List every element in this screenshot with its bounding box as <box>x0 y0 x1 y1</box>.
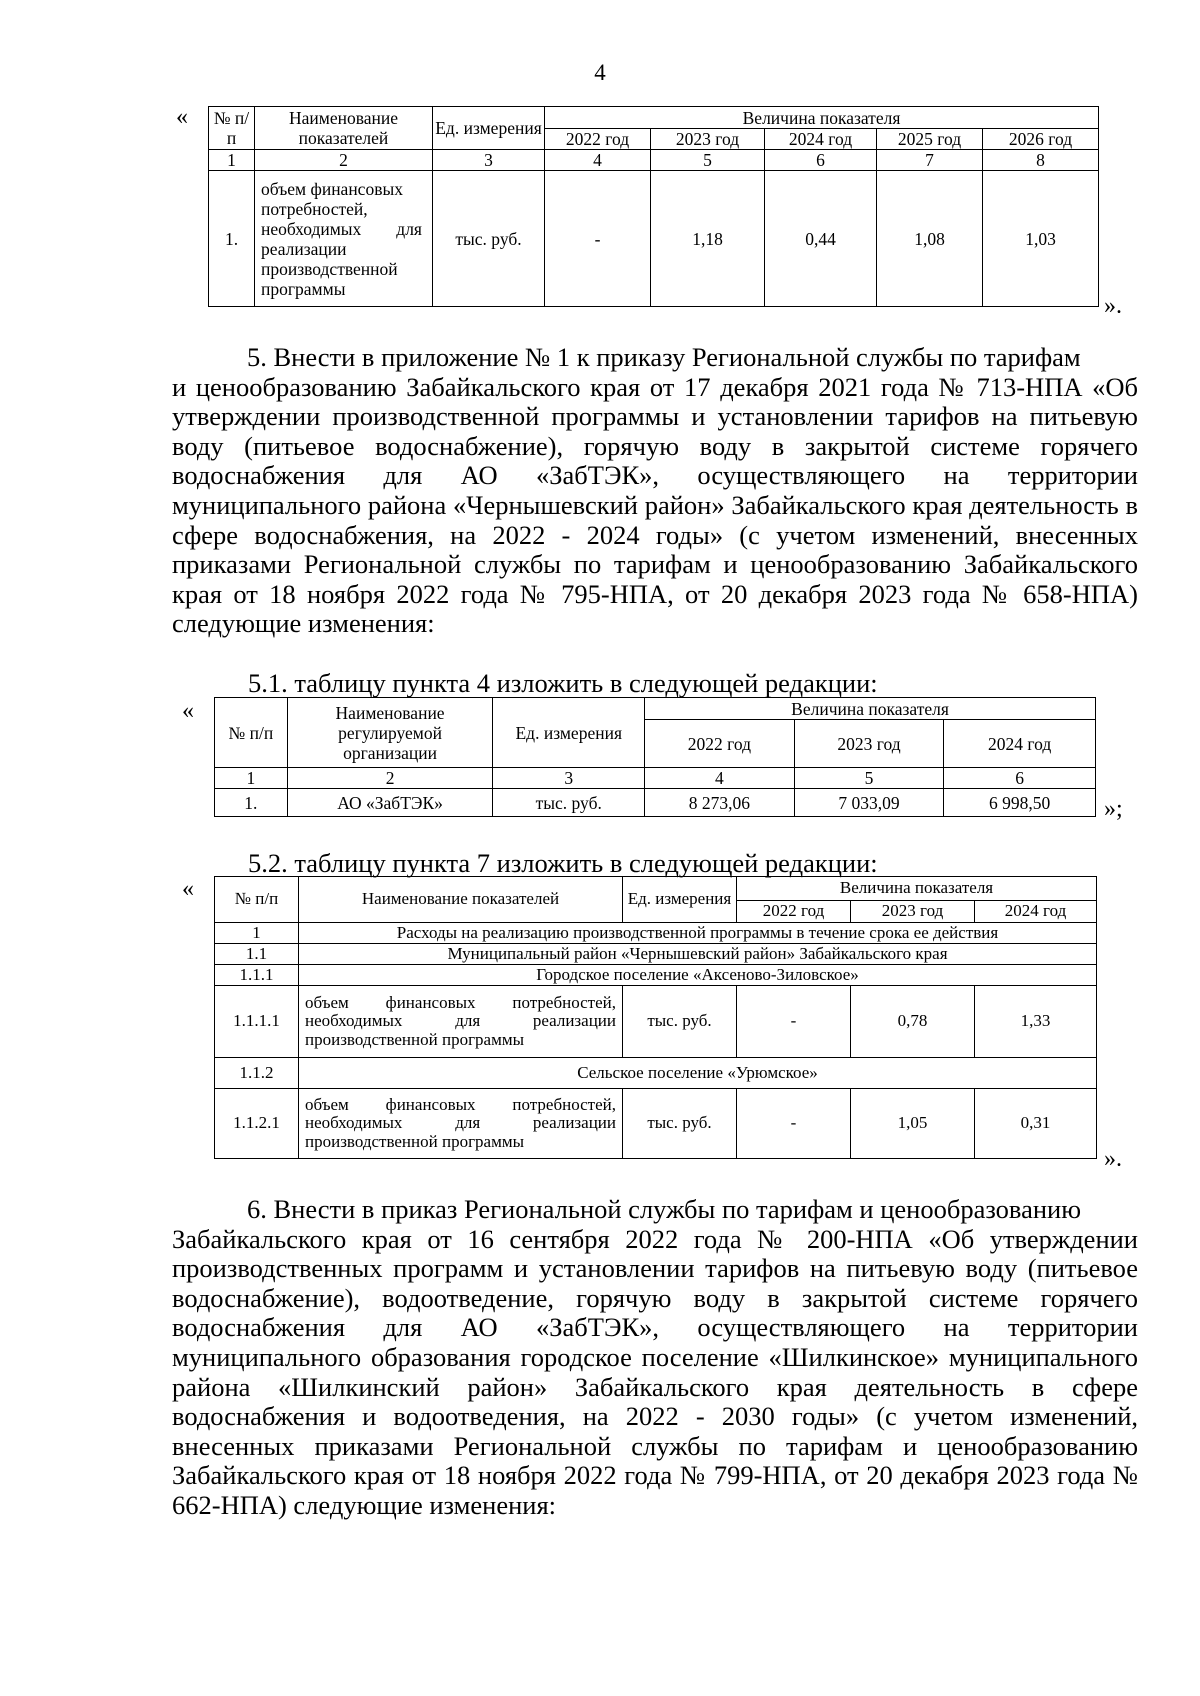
row-name-line: необходимых для <box>261 218 422 239</box>
header-num: № п/п <box>215 698 288 768</box>
row-num: 1.1.2.1 <box>215 1089 299 1159</box>
paragraph-6 <box>172 1195 1138 1521</box>
open-quote: « <box>182 876 194 902</box>
row-name-line: реализации <box>261 238 347 259</box>
header-value: Величина показателя <box>545 107 1099 129</box>
row-num: 1. <box>209 171 255 307</box>
year-header: 2023 год <box>651 129 765 150</box>
row-value: 0,31 <box>975 1089 1097 1159</box>
table-row <box>215 789 1096 817</box>
row-name-line: потребностей, <box>261 198 368 219</box>
row-name-line: необходимых для реализации <box>305 1113 616 1133</box>
header-num: № п/п <box>209 107 255 150</box>
row-unit: тыс. руб. <box>623 986 737 1058</box>
row-value: 0,78 <box>851 986 975 1058</box>
index-cell: 1 <box>215 768 288 789</box>
row-section: Сельское поселение «Урюмское» <box>299 1058 1097 1089</box>
row-name-line: производственной <box>261 258 398 279</box>
row-num: 1.1.1.1 <box>215 986 299 1058</box>
paragraph-5-body: и ценообразованию Забайкальского края от 17 декабря 2021 года № 713-НПА «Об утверждении производственной программы и установлении тарифов на питьевую воду (питьевое водоснабжение), горячую воду в закрытой системе горячего водоснабжения для АО «ЗабТЭК», осуществляющего на территории муниципального района «Чернышевский район» Забайкальского края деятельность в сфере водоснабжения, на 2022 - 2024 годы» (с учетом изменений, внесенных приказами Региональной службы по тарифам и ценообразованию Забайкальского края от 18 ноября 2022 года № 795-НПА, от 20 декабря 2023 года № 658-НПА) следующие изменения: <box>172 371 1138 639</box>
header-unit: Ед. измерения <box>493 698 645 768</box>
index-cell: 8 <box>983 150 1099 171</box>
row-value: 8 273,06 <box>645 789 795 817</box>
row-unit: тыс. руб. <box>623 1089 737 1159</box>
year-header: 2024 год <box>975 901 1097 923</box>
header-name: Наименование показателей <box>299 877 623 923</box>
page-number: 4 <box>594 60 606 85</box>
index-cell: 3 <box>433 150 545 171</box>
header-value: Величина показателя <box>645 698 1096 720</box>
table-row <box>215 1089 1097 1159</box>
row-organization: АО «ЗабТЭК» <box>287 789 493 817</box>
index-cell: 4 <box>545 150 651 171</box>
table-indicators-1 <box>208 106 1099 307</box>
close-quote: ». <box>1104 293 1122 319</box>
row-unit: тыс. руб. <box>433 171 545 307</box>
index-cell: 7 <box>877 150 983 171</box>
row-section: Расходы на реализацию производственной программы в течение срока ее действия <box>299 923 1097 944</box>
row-value: - <box>737 986 851 1058</box>
year-header: 2023 год <box>794 720 944 768</box>
header-name: Наименование показателей <box>255 107 433 150</box>
header-num: № п/п <box>215 877 299 923</box>
table-row <box>215 923 1097 944</box>
index-row <box>209 150 1099 171</box>
header-unit: Ед. измерения <box>433 107 545 150</box>
year-header: 2023 год <box>851 901 975 923</box>
index-cell: 5 <box>794 768 944 789</box>
row-name-line: объем финансовых <box>261 178 403 199</box>
row-name-line: объем финансовых потребностей, <box>305 992 616 1012</box>
row-unit: тыс. руб. <box>493 789 645 817</box>
subheading-5-2: 5.2. таблицу пункта 7 изложить в следующей редакции: <box>248 848 878 878</box>
index-cell: 3 <box>493 768 645 789</box>
paragraph-6-body: Забайкальского края от 16 сентября 2022 года № 200-НПА «Об утверждении производственных программ и установлении тарифов на питьевую воду (питьевое водоснабжение), водоотведение, горячую воду в закрытой системе горячего водоснабжения для АО «ЗабТЭК», осуществляющего на территории муниципального образования городское поселение «Шилкинское» муниципального района «Шилкинский район» Забайкальского края деятельность в сфере водоснабжения и водоотведения, на 2022 - 2030 годы» (с учетом изменений, внесенных приказами Региональной службы по тарифам и ценообразованию Забайкальского края от 18 ноября 2022 года № 799-НПА, от 20 декабря 2023 года № 662-НПА) следующие изменения: <box>172 1223 1138 1520</box>
index-cell: 5 <box>651 150 765 171</box>
row-value: 0,44 <box>765 171 877 307</box>
open-quote: « <box>176 104 188 130</box>
row-value: - <box>545 171 651 307</box>
row-num: 1 <box>215 923 299 944</box>
row-num: 1. <box>215 789 288 817</box>
index-cell: 2 <box>255 150 433 171</box>
paragraph-5 <box>172 343 1138 639</box>
row-name-line: производственной программы <box>305 1131 525 1151</box>
table-row <box>215 965 1097 986</box>
row-name-line: производственной программы <box>305 1029 525 1049</box>
close-quote: »; <box>1104 796 1123 822</box>
row-section: Городское поселение «Аксеново-Зиловское» <box>299 965 1097 986</box>
row-value: 1,08 <box>877 171 983 307</box>
row-name <box>299 1089 623 1159</box>
row-num: 1.1.2 <box>215 1058 299 1089</box>
table-indicators-2 <box>214 876 1097 1159</box>
year-header: 2022 год <box>737 901 851 923</box>
row-value: 1,33 <box>975 986 1097 1058</box>
row-name-line: программы <box>261 278 346 299</box>
close-quote: ». <box>1104 1146 1122 1172</box>
year-header: 2025 год <box>877 129 983 150</box>
index-cell: 6 <box>944 768 1096 789</box>
row-value: 1,03 <box>983 171 1099 307</box>
index-cell: 1 <box>209 150 255 171</box>
row-num: 1.1.1 <box>215 965 299 986</box>
year-header: 2022 год <box>545 129 651 150</box>
open-quote: « <box>182 698 194 724</box>
row-value: 1,18 <box>651 171 765 307</box>
row-value: 7 033,09 <box>794 789 944 817</box>
row-name <box>255 171 433 307</box>
row-value: - <box>737 1089 851 1159</box>
row-value: 1,05 <box>851 1089 975 1159</box>
row-name-line: необходимых для реализации <box>305 1011 616 1031</box>
paragraph-6-first-line: 6. Внести в приказ Региональной службы по тарифам и ценообразованию <box>247 1194 1081 1224</box>
index-cell: 6 <box>765 150 877 171</box>
row-num: 1.1 <box>215 944 299 965</box>
header-name: Наименование регулируемой организации <box>287 698 493 768</box>
row-name <box>299 986 623 1058</box>
index-cell: 4 <box>645 768 795 789</box>
year-header: 2024 год <box>765 129 877 150</box>
row-section: Муниципальный район «Чернышевский район» Забайкальского края <box>299 944 1097 965</box>
index-cell: 2 <box>287 768 493 789</box>
year-header: 2026 год <box>983 129 1099 150</box>
year-header: 2022 год <box>645 720 795 768</box>
row-value: 6 998,50 <box>944 789 1096 817</box>
subheading-5-1: 5.1. таблицу пункта 4 изложить в следующей редакции: <box>248 668 878 698</box>
header-value: Величина показателя <box>737 877 1097 901</box>
table-row <box>215 1058 1097 1089</box>
table-row <box>209 171 1099 307</box>
index-row <box>215 768 1096 789</box>
header-unit: Ед. измерения <box>623 877 737 923</box>
year-header: 2024 год <box>944 720 1096 768</box>
table-organization <box>214 697 1096 817</box>
paragraph-5-first-line: 5. Внести в приложение № 1 к приказу Региональной службы по тарифам <box>247 342 1081 372</box>
table-row <box>215 944 1097 965</box>
table-row <box>215 986 1097 1058</box>
row-name-line: объем финансовых потребностей, <box>305 1094 616 1114</box>
